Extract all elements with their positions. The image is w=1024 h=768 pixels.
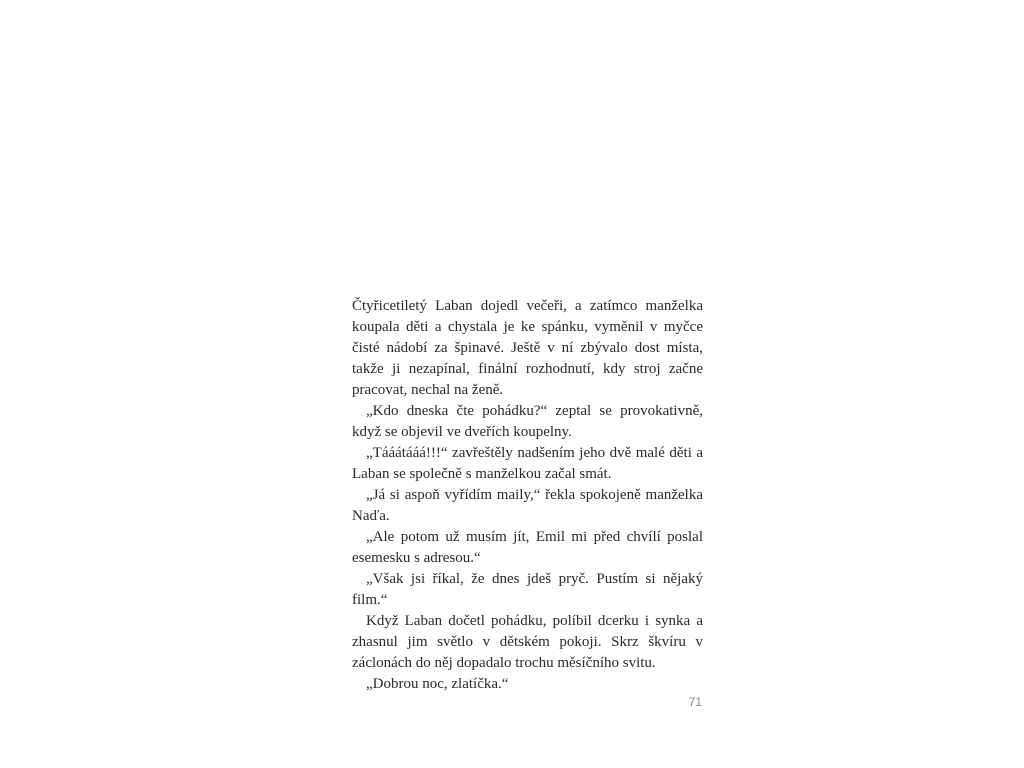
body-text bbox=[352, 296, 703, 695]
paragraph: „Však jsi říkal, že dnes jdeš pryč. Pustím si nějaký film.“ bbox=[352, 571, 703, 608]
paragraph: „Kdo dneska čte pohádku?“ zeptal se provokativně, když se objevil ve dveřích koupelny. bbox=[352, 403, 703, 440]
paragraph: Čtyřicetiletý Laban dojedl večeři, a zatímco manželka koupala děti a chystala je ke spánku, vyměnil v myčce čisté nádobí za špinavé. Ještě v ní zbývalo dost místa, takže ji nezapínal, finální rozhodnutí, kdy stroj začne pracovat, nechal na ženě. bbox=[352, 298, 703, 398]
paragraph: „Já si aspoň vyřídím maily,“ řekla spokojeně manželka Naďa. bbox=[352, 487, 703, 524]
paragraph: Když Laban dočetl pohádku, políbil dcerku i synka a zhasnul jim světlo v dětském pokoji. Skrz škvíru v záclonách do něj dopadalo trochu měsíčního svitu. bbox=[352, 613, 703, 671]
paragraph: „Ale potom už musím jít, Emil mi před chvílí poslal esemesku s adresou.“ bbox=[352, 529, 703, 566]
paragraph: „Tááátááá!!!“ zavřeštěly nadšením jeho dvě malé děti a Laban se společně s manželkou začal smát. bbox=[352, 445, 703, 482]
page-number: 71 bbox=[688, 695, 702, 709]
paragraph: „Dobrou noc, zlatíčka.“ bbox=[366, 676, 509, 692]
